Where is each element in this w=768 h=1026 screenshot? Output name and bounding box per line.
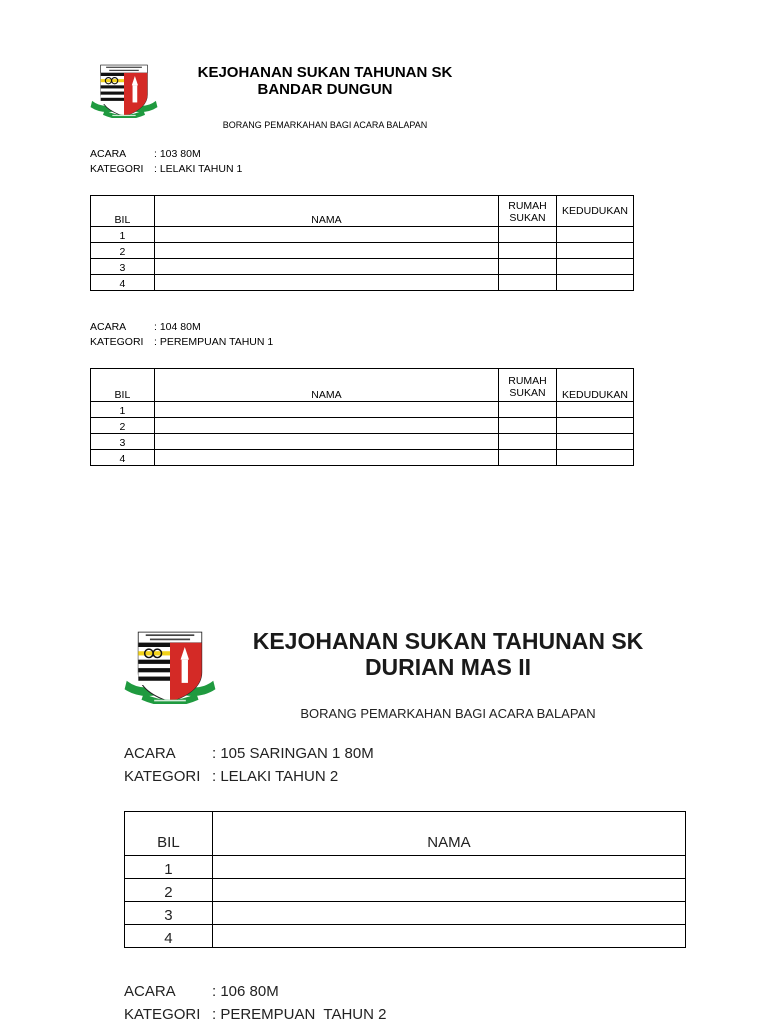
rumah-cell[interactable] <box>499 402 557 418</box>
table-row <box>125 856 686 879</box>
acara-value: : 104 80M <box>154 320 201 335</box>
acara-value: : 105 SARINGAN 1 80M <box>212 743 374 766</box>
table-row <box>125 902 686 925</box>
results-table <box>124 811 686 948</box>
table-row <box>91 243 634 259</box>
title-line-1: KEJOHANAN SUKAN TAHUNAN SK <box>240 628 656 654</box>
row-number: 2 <box>91 418 155 434</box>
nama-cell[interactable] <box>154 227 498 243</box>
nama-cell[interactable] <box>212 856 685 879</box>
nama-cell[interactable] <box>212 879 685 902</box>
table-row <box>125 879 686 902</box>
kategori-label: KATEGORI <box>90 335 154 350</box>
nama-cell[interactable] <box>154 450 498 466</box>
table-row <box>91 450 634 466</box>
header-nama: NAMA <box>212 812 685 856</box>
results-table <box>90 368 634 466</box>
header-kedudukan: KEDUDUKAN <box>557 369 634 402</box>
header-nama: NAMA <box>154 196 498 227</box>
page-title <box>160 64 490 99</box>
table-row <box>91 418 634 434</box>
event-info <box>90 147 242 177</box>
header-nama: NAMA <box>154 369 498 402</box>
row-number: 3 <box>125 902 213 925</box>
acara-value: : 103 80M <box>154 147 201 162</box>
kedudukan-cell[interactable] <box>557 418 634 434</box>
rumah-cell[interactable] <box>499 259 557 275</box>
row-number: 4 <box>91 275 155 291</box>
acara-value: : 106 80M <box>212 981 279 1004</box>
table-row <box>91 434 634 450</box>
nama-cell[interactable] <box>154 275 498 291</box>
row-number: 2 <box>125 879 213 902</box>
header-rumah-sukan: RUMAH SUKAN <box>499 369 557 402</box>
header-bil: BIL <box>125 812 213 856</box>
table-row <box>91 275 634 291</box>
row-number: 3 <box>91 259 155 275</box>
row-number: 1 <box>91 227 155 243</box>
rumah-cell[interactable] <box>499 418 557 434</box>
kedudukan-cell[interactable] <box>557 434 634 450</box>
kedudukan-cell[interactable] <box>557 402 634 418</box>
kategori-value: : LELAKI TAHUN 2 <box>212 766 338 789</box>
table-row <box>125 925 686 948</box>
nama-cell[interactable] <box>154 402 498 418</box>
kedudukan-cell[interactable] <box>557 275 634 291</box>
form-subtitle: BORANG PEMARKAHAN BAGI ACARA BALAPAN <box>160 120 490 130</box>
nama-cell[interactable] <box>154 434 498 450</box>
nama-cell[interactable] <box>212 902 685 925</box>
table-row <box>91 227 634 243</box>
event-info <box>90 320 273 350</box>
school-crest-icon <box>122 628 218 704</box>
kedudukan-cell[interactable] <box>557 450 634 466</box>
row-number: 1 <box>125 856 213 879</box>
row-number: 1 <box>91 402 155 418</box>
acara-label: ACARA <box>124 743 212 766</box>
title-line-2: BANDAR DUNGUN <box>160 81 490 98</box>
event-info <box>124 743 374 788</box>
acara-label: ACARA <box>124 981 212 1004</box>
table-row <box>91 402 634 418</box>
rumah-cell[interactable] <box>499 450 557 466</box>
row-number: 2 <box>91 243 155 259</box>
kategori-value: : PEREMPUAN TAHUN 1 <box>154 335 273 350</box>
header-rumah-sukan: RUMAH SUKAN <box>499 196 557 227</box>
event-info <box>124 981 386 1026</box>
header-bil: BIL <box>91 196 155 227</box>
results-table <box>90 195 634 291</box>
school-crest-icon <box>88 62 160 118</box>
kategori-label: KATEGORI <box>124 766 212 789</box>
kedudukan-cell[interactable] <box>557 243 634 259</box>
acara-label: ACARA <box>90 320 154 335</box>
nama-cell[interactable] <box>154 243 498 259</box>
kategori-value: : PEREMPUAN TAHUN 2 <box>212 1004 386 1026</box>
acara-label: ACARA <box>90 147 154 162</box>
kategori-label: KATEGORI <box>90 162 154 177</box>
nama-cell[interactable] <box>154 418 498 434</box>
header-kedudukan: KEDUDUKAN <box>557 196 634 227</box>
rumah-cell[interactable] <box>499 227 557 243</box>
kedudukan-cell[interactable] <box>557 227 634 243</box>
row-number: 4 <box>125 925 213 948</box>
page-title <box>240 628 656 681</box>
title-line-1: KEJOHANAN SUKAN TAHUNAN SK <box>160 64 490 81</box>
table-row <box>91 259 634 275</box>
rumah-cell[interactable] <box>499 434 557 450</box>
form-subtitle: BORANG PEMARKAHAN BAGI ACARA BALAPAN <box>260 706 636 721</box>
rumah-cell[interactable] <box>499 243 557 259</box>
rumah-cell[interactable] <box>499 275 557 291</box>
kategori-label: KATEGORI <box>124 1004 212 1026</box>
kedudukan-cell[interactable] <box>557 259 634 275</box>
row-number: 3 <box>91 434 155 450</box>
kategori-value: : LELAKI TAHUN 1 <box>154 162 242 177</box>
nama-cell[interactable] <box>212 925 685 948</box>
header-bil: BIL <box>91 369 155 402</box>
row-number: 4 <box>91 450 155 466</box>
nama-cell[interactable] <box>154 259 498 275</box>
title-line-2: DURIAN MAS II <box>240 654 656 680</box>
